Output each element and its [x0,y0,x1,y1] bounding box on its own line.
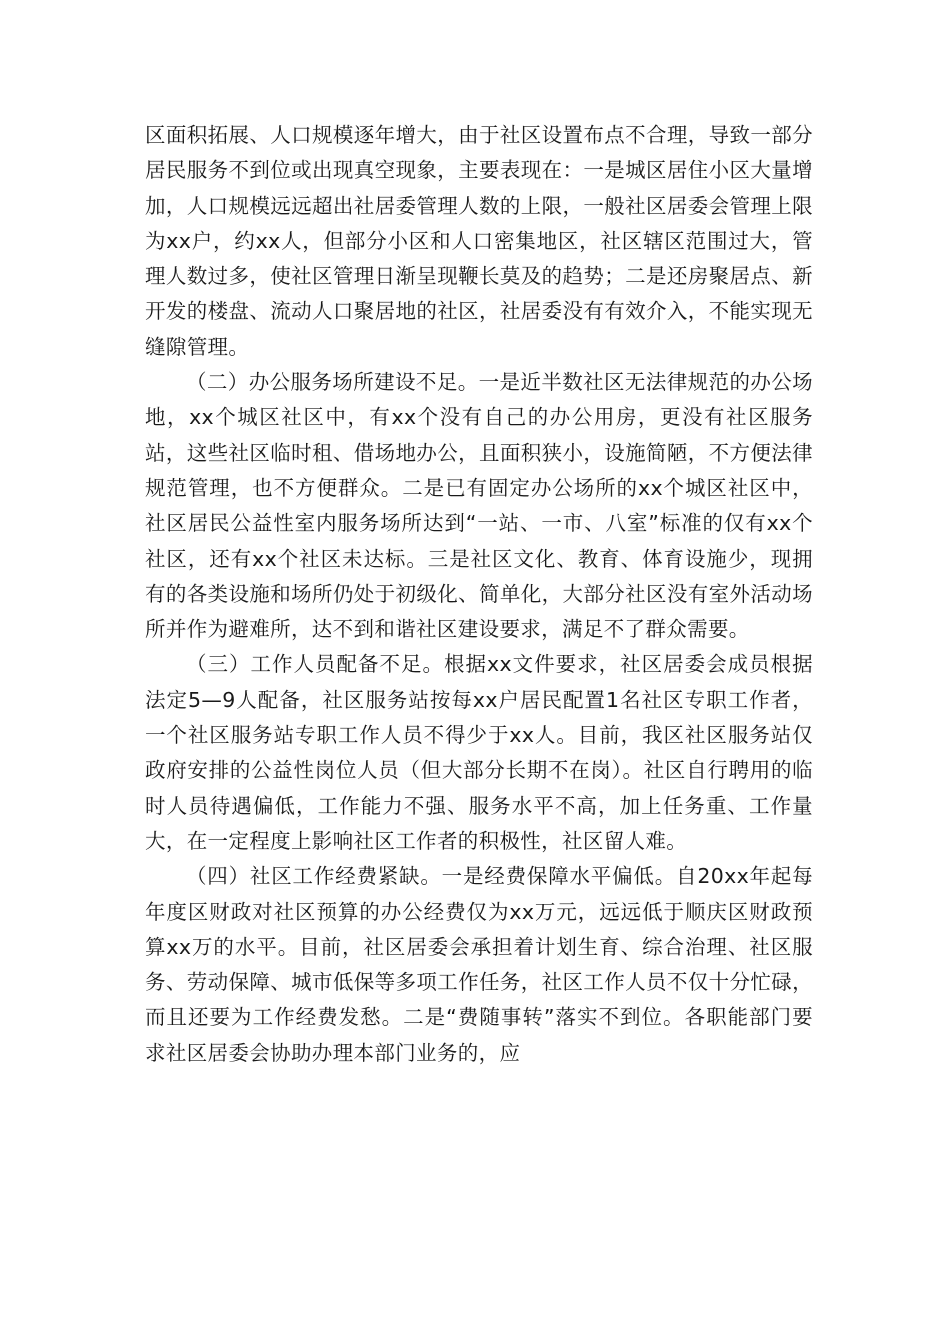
paragraph-continuation: 区面积拓展、人口规模逐年增大，由于社区设置布点不合理，导致一部分居民服务不到位或出现真空现象，主要表现在：一是城区居住小区大量增加，人口规模远远超出社居委管理人数的上限，一般社区居委会管理上限为xx户，约xx人，但部分小区和人口密集地区，社区辖区范围过大，管理人数过多，使社区管理日渐呈现鞭长莫及的趋势；二是还房聚居点、新开发的楼盘、流动人口聚居地的社区，社居委没有有效介入，不能实现无缝隙管理。 [145,123,813,359]
paragraph-section-2: （二）办公服务场所建设不足。一是近半数社区无法律规范的办公场地，xx个城区社区中，有xx个没有自己的办公用房，更没有社区服务站，这些社区临时租、借场地办公，且面积狭小，设施简陋，不方便法律规范管理，也不方便群众。二是已有固定办公场所的xx个城区社区中，社区居民公益性室内服务场所达到“一站、一市、八室”标准的仅有xx个社区，还有xx个社区未达标。三是社区文化、教育、体育设施少，现拥有的各类设施和场所仍处于初级化、简单化，大部分社区没有室外活动场所并作为避难所，达不到和谐社区建设要求，满足不了群众需要。 [145,370,813,642]
document-page [145,118,813,1071]
paragraph-section-3: （三）工作人员配备不足。根据xx文件要求，社区居委会成员根据法定5—9人配备，社区服务站按每xx户居民配置1名社区专职工作者，一个社区服务站专职工作人员不得少于xx人。目前，我区社区服务站仅政府安排的公益性岗位人员（但大部分长期不在岗）。社区自行聘用的临时人员待遇偏低，工作能力不强、服务水平不高，加上任务重、工作量大，在一定程度上影响社区工作者的积极性，社区留人难。 [145,652,813,853]
paragraph-section-4: （四）社区工作经费紧缺。一是经费保障水平偏低。自20xx年起每年度区财政对社区预算的办公经费仅为xx万元，远远低于顺庆区财政预算xx万的水平。目前，社区居委会承担着计划生育、综合治理、社区服务、劳动保障、城市低保等多项工作任务，社区工作人员不仅十分忙碌，而且还要为工作经费发愁。二是“费随事转”落实不到位。各职能部门要求社区居委会协助办理本部门业务的，应 [145,864,813,1065]
